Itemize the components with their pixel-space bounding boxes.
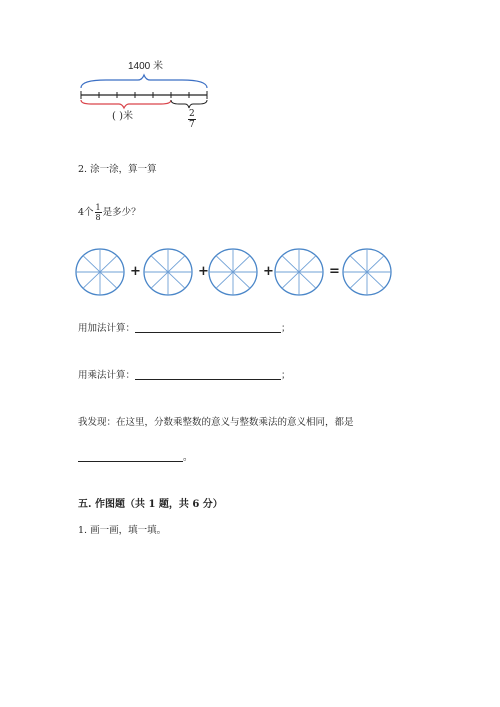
circle-4[interactable] xyxy=(275,249,323,295)
discover-end-period: 。 xyxy=(183,451,193,463)
add-end-colon: ； xyxy=(281,322,291,334)
section5-title: 五. 作图题（共 1 题，共 6 分） xyxy=(78,499,223,510)
segment-drawing xyxy=(76,72,216,110)
question-suffix: 是多少？ xyxy=(102,207,141,219)
discover-answer-blank[interactable] xyxy=(78,451,183,462)
circle-1[interactable] xyxy=(76,249,124,295)
question-prefix: 4个 xyxy=(78,207,94,219)
add-answer-blank[interactable] xyxy=(135,322,281,333)
segment-fraction xyxy=(188,110,196,130)
mul-label: 用乘法计算： xyxy=(78,369,136,381)
add-label: 用加法计算： xyxy=(78,322,136,334)
circle-5[interactable] xyxy=(343,249,391,295)
plus-3: + xyxy=(263,264,274,279)
fraction-denominator: 7 xyxy=(189,120,195,130)
mul-answer-blank[interactable] xyxy=(135,369,281,380)
discover-text: 我发现：在这里，分数乘整数的意义与整数乘法的意义相同，都是 xyxy=(78,417,354,428)
total-length-label: 1400 米 xyxy=(128,61,164,72)
equals-sign: = xyxy=(329,264,340,279)
discover-row xyxy=(78,451,193,462)
circle-2[interactable] xyxy=(144,249,192,295)
unknown-length-label: ( )米 xyxy=(112,111,133,122)
circle-3[interactable] xyxy=(209,249,257,295)
question-fraction xyxy=(95,204,102,222)
fraction-numerator: 2 xyxy=(189,109,195,119)
question-fraction-den: 8 xyxy=(95,213,101,222)
add-row xyxy=(78,322,291,333)
total-brace xyxy=(81,75,207,88)
unknown-brace xyxy=(81,100,171,108)
q2-question xyxy=(78,204,141,222)
fraction-brace xyxy=(171,100,207,108)
mul-row xyxy=(78,369,291,380)
q2-title: 2. 涂一涂，算一算 xyxy=(78,164,157,175)
plus-1: + xyxy=(130,264,141,279)
circle-row xyxy=(70,244,400,302)
question-fraction-num: 1 xyxy=(95,203,101,212)
mul-end-colon: ； xyxy=(281,369,291,381)
section5-q1: 1. 画一画，填一填。 xyxy=(78,525,167,536)
plus-2: + xyxy=(198,264,209,279)
